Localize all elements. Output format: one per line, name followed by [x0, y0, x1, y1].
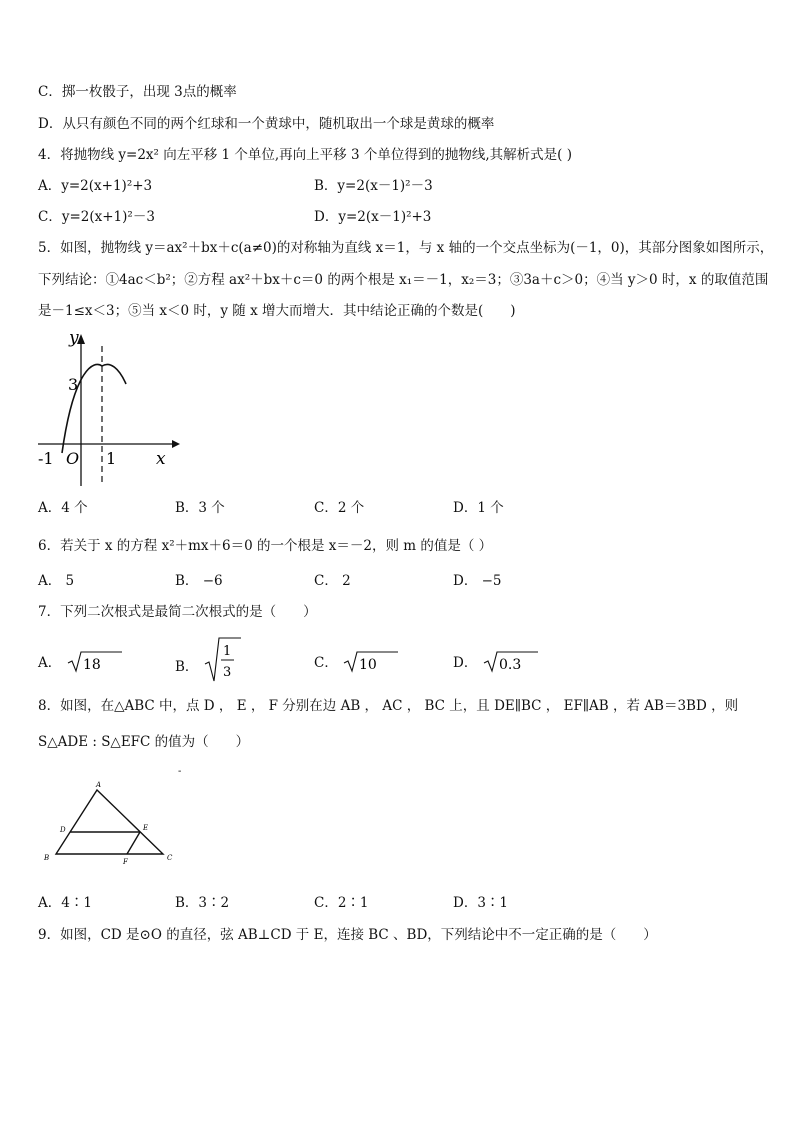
- q4-option-c: C．y=2(x+1)²－3: [38, 209, 155, 225]
- label-c: C: [167, 854, 173, 862]
- q6-option-a: A． 5: [38, 573, 75, 589]
- root-label: -1: [38, 449, 54, 468]
- q5-parabola-figure: [34, 328, 184, 488]
- q7-sqrt-one-third: [203, 636, 243, 684]
- label-d: D: [60, 826, 66, 834]
- origin-label: O: [66, 449, 80, 468]
- q3-option-d: D．从只有颜色不同的两个红球和一个黄球中，随机取出一个球是黄球的概率: [38, 116, 495, 132]
- label-f: F: [123, 858, 128, 866]
- q5-option-c: C．2 个: [314, 500, 365, 516]
- q7-sqrt-10: [342, 650, 402, 674]
- q7-option-c: [314, 650, 402, 674]
- q5-option-a: A．4 个: [38, 500, 88, 516]
- q8-option-a: A．4∶1: [38, 895, 92, 911]
- q5-stem-line3: 是－1≤x＜3；⑤当 x＜0 时，y 随 x 增大而增大．其中结论正确的个数是( ): [38, 303, 516, 319]
- triangle-abc: [56, 790, 163, 854]
- q5-option-d: D．1 个: [453, 500, 504, 516]
- q8-stem-line1: 8．如图，在△ABC 中，点 D ， E ， F 分别在边 AB ， AC ， BC 上，且 DE∥BC ， EF∥AB ，若 AB＝3BD ，则: [38, 698, 739, 714]
- label-b: B: [44, 854, 50, 862]
- q8-triangle-figure: [40, 780, 180, 870]
- q7-sqrt-0-3: [482, 650, 542, 674]
- q8-option-d: D．3∶1: [453, 895, 509, 911]
- q7-option-b-label: B．: [175, 659, 199, 675]
- q8-stem-line2: S△ADE : S△EFC 的值为（ ）: [38, 734, 250, 750]
- svg-text:18: 18: [82, 657, 101, 673]
- q5-stem-line1: 5．如图，抛物线 y＝ax²＋bx＋c(a≠0)的对称轴为直线 x＝1，与 x 轴的一个交点坐标为(－1，0)，其部分图象如图所示，: [38, 240, 774, 256]
- q6-option-b: B． −6: [175, 573, 223, 589]
- q5-option-b: B．3 个: [175, 500, 225, 516]
- q8-option-b: B．3∶2: [175, 895, 230, 911]
- q5-stem-line2: 下列结论：①4ac＜b²；②方程 ax²＋bx＋c＝0 的两个根是 x₁＝－1，x₂＝3；③3a＋c＞0；④当 y＞0 时，x 的取值范围: [38, 272, 769, 288]
- q6-stem: 6．若关于 x 的方程 x²＋mx＋6＝0 的一个根是 x＝－2，则 m 的值是（ ）: [38, 538, 493, 554]
- svg-text:3: 3: [222, 665, 231, 680]
- q7-option-a: [38, 650, 126, 674]
- q4-option-b: B．y=2(x－1)²－3: [314, 178, 433, 194]
- q7-option-a-label: A．: [38, 655, 62, 671]
- q6-option-d: D． −5: [453, 573, 502, 589]
- axis-x1-label: 1: [106, 449, 117, 468]
- y-axis-label: y: [69, 328, 79, 348]
- q7-option-c-label: C．: [314, 655, 338, 671]
- q7-sqrt-18: [66, 650, 126, 674]
- q9-stem: 9．如图，CD 是⊙O 的直径，弦 AB⊥CD 于 E，连接 BC 、BD，下列结论中不一定正确的是（ ）: [38, 927, 657, 943]
- x-axis-label: x: [156, 449, 166, 469]
- svg-text:10: 10: [359, 657, 377, 673]
- y-intercept-label: 3: [68, 375, 79, 394]
- svg-text:0.3: 0.3: [498, 657, 521, 673]
- q4-option-a: A．y=2(x+1)²+3: [38, 178, 153, 194]
- svg-text:1: 1: [222, 644, 231, 659]
- q7-option-d-label: D．: [453, 655, 478, 671]
- q7-stem: 7．下列二次根式是最简二次根式的是（ ）: [38, 604, 317, 620]
- q7-option-b: [175, 636, 243, 684]
- segment-ef: [127, 832, 140, 854]
- label-a: A: [96, 781, 102, 789]
- q4-option-d: D．y=2(x－1)²+3: [314, 209, 432, 225]
- q3-option-c: C．掷一枚骰子，出现 3点的概率: [38, 84, 237, 100]
- label-e: E: [143, 824, 149, 832]
- stray-mark: -: [178, 766, 182, 777]
- x-axis-arrow: [172, 440, 180, 448]
- q4-stem: 4．将抛物线 y=2x² 向左平移 1 个单位,再向上平移 3 个单位得到的抛物线,其解析式是( ): [38, 147, 572, 163]
- q6-option-c: C． 2: [314, 573, 351, 589]
- q8-option-c: C．2∶1: [314, 895, 369, 911]
- q7-option-d: [453, 650, 542, 674]
